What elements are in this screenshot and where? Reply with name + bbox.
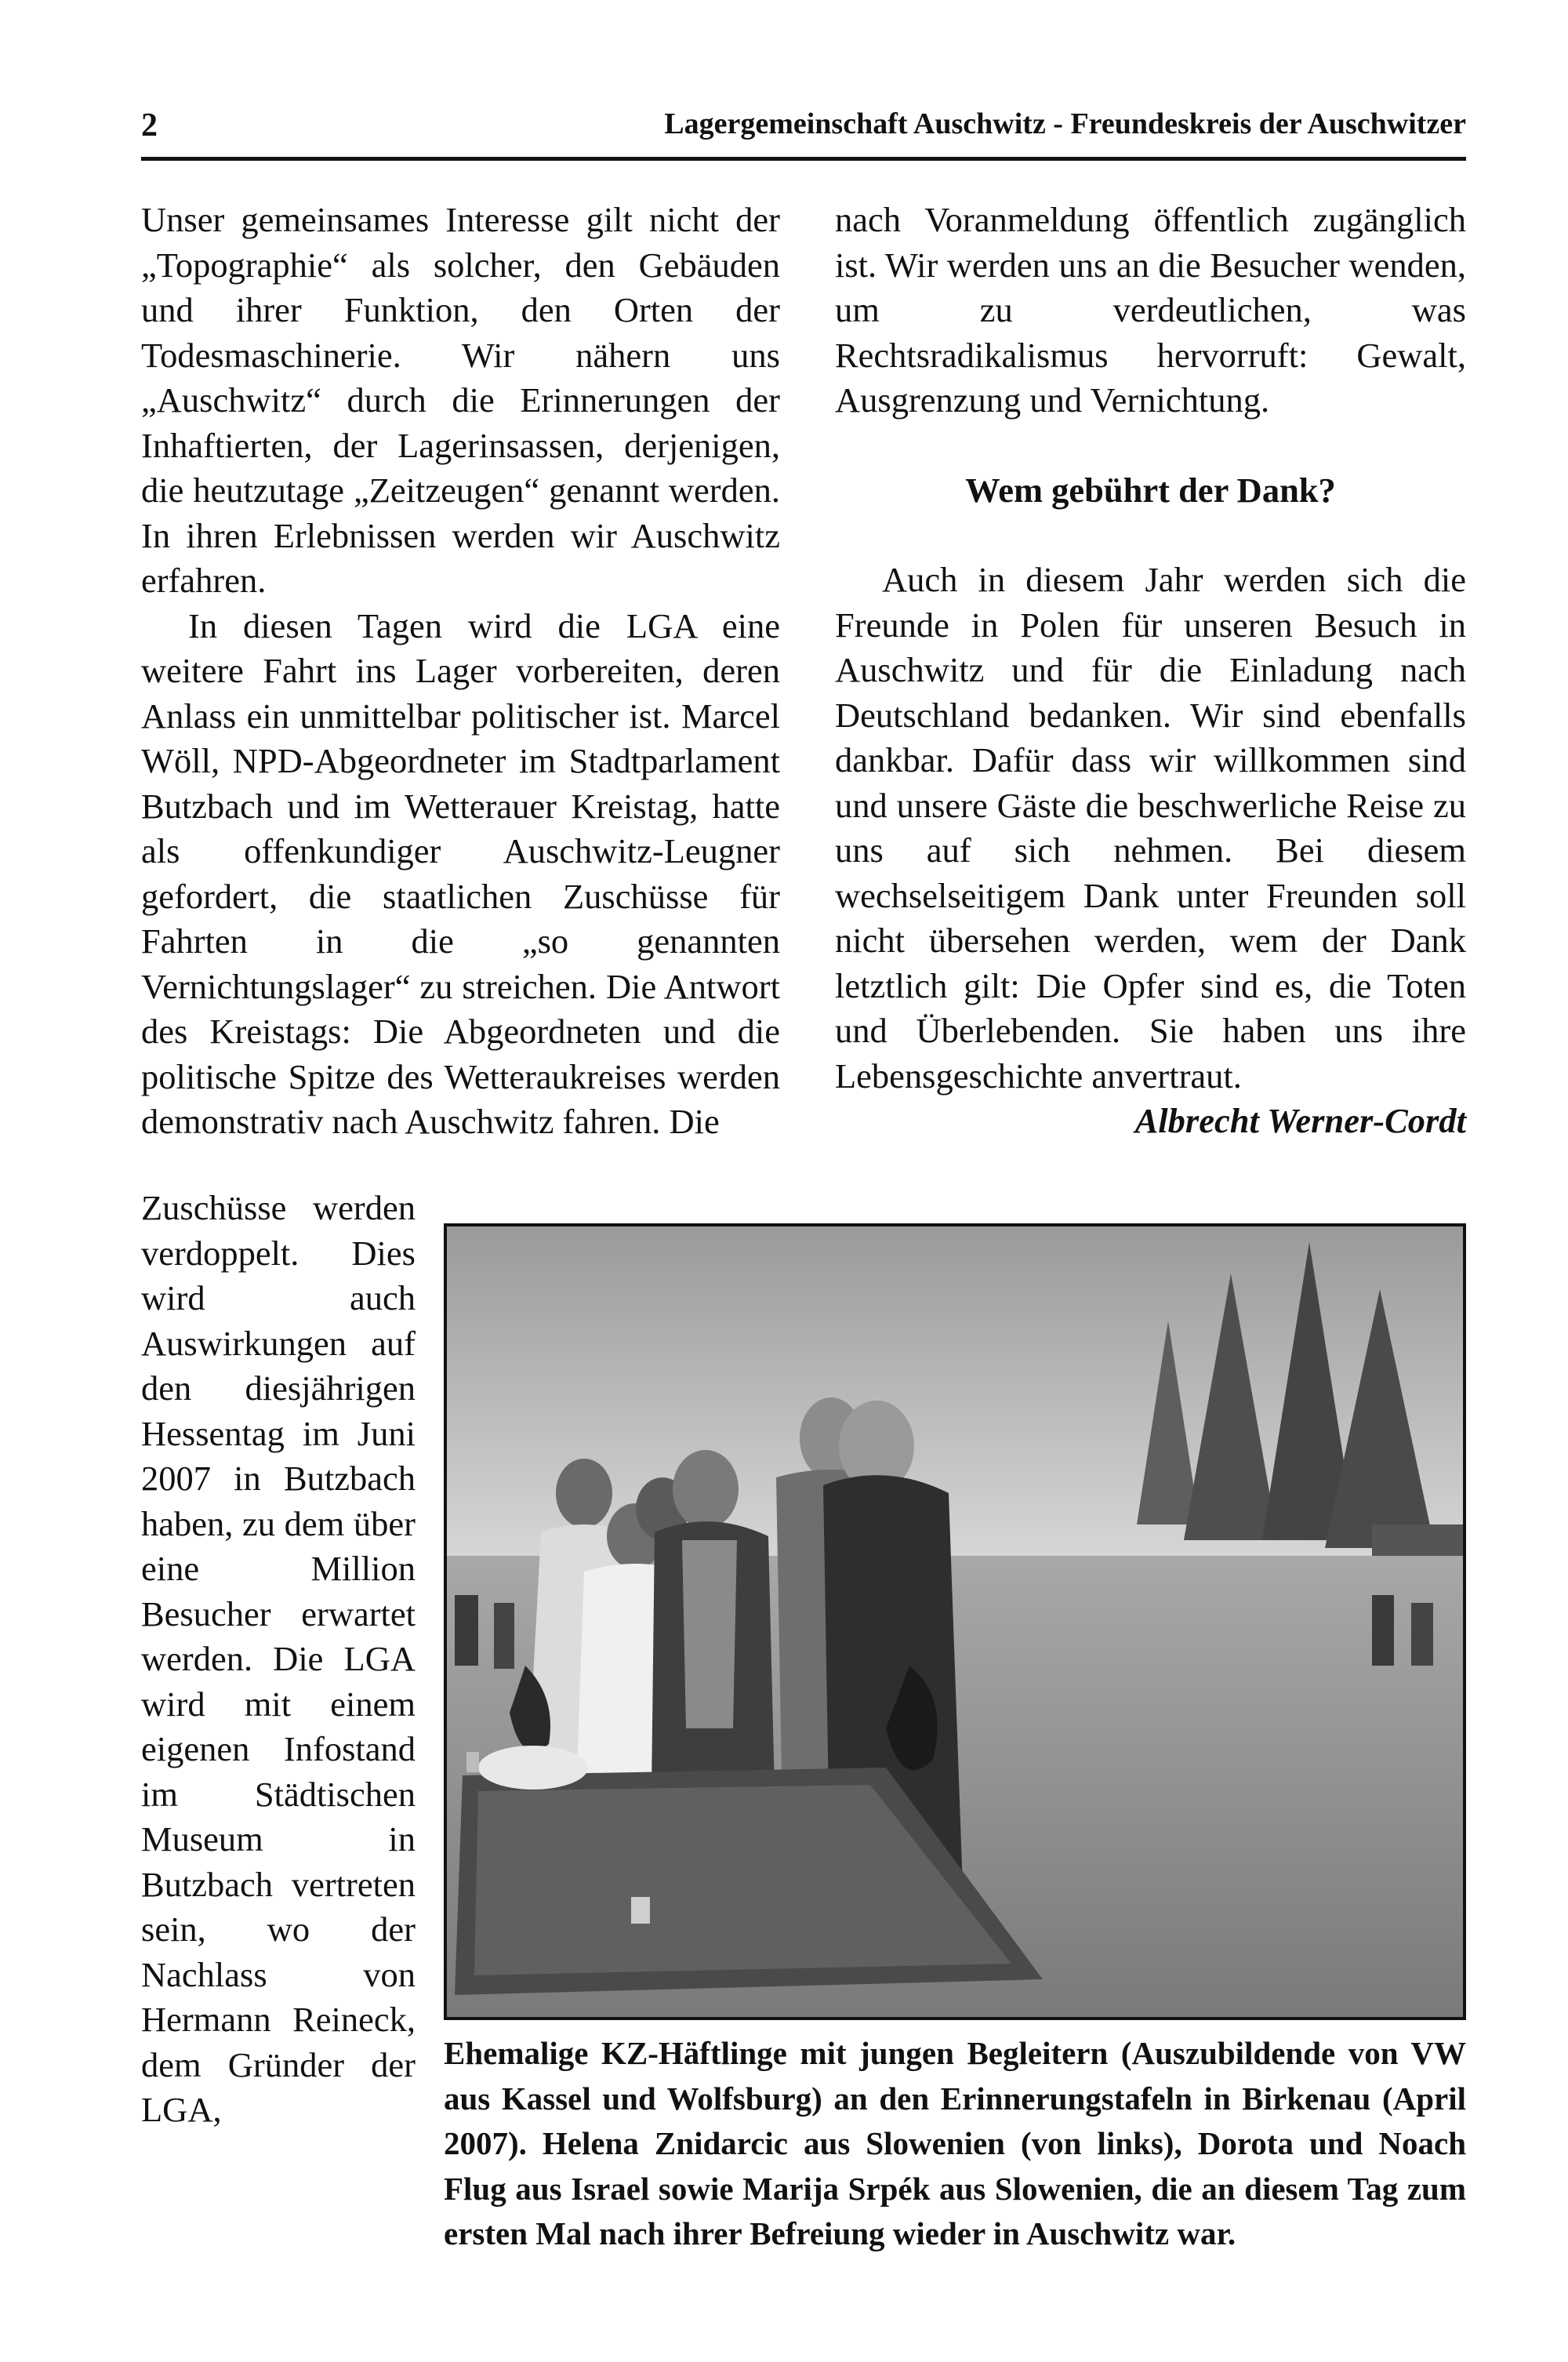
- author-signature: Albrecht Werner-Cordt: [1134, 1101, 1466, 1140]
- left-paragraph-2: In diesen Tagen wird die LGA eine weitere Fahrt ins Lager vorbereiten, deren Anlass ein unmittelbar politischer ist. Marcel Wöll, NPD-Abgeordneter im Stadtparlament Butzbach und im Wetterauer Kreistag, hatte als offenkundiger Auschwitz-Leugner gefordert, die staatlichen Zuschüsse für Fahrten in die „so genannten Vernichtungslager“ zu streichen. Die Antwort des Kreistags: Die Abgeordneten und die politische Spitze des Wetteraukreises werden demonstrativ nach Auschwitz fahren. Die: [141, 605, 780, 1141]
- section-heading: Wem gebührt der Dank?: [965, 470, 1336, 510]
- photo-illustration: [447, 1226, 1463, 2017]
- photo-caption: Ehemalige KZ-Häftlinge mit jungen Begleitern (Auszubildende von VW aus Kassel und Wolfsburg) an den Erinnerungstafeln in Birkenau (April 2007). Helena Znidarcic aus Slowenien (von links), Dorota und Noach Flug aus Israel sowie Marija Srpék aus Slowenien, die an diesem Tag zum ersten Mal nach ihrer Befreiung wieder in Auschwitz war.: [444, 2035, 1466, 2251]
- header-rule: [141, 157, 1466, 161]
- left-column: [141, 198, 780, 1145]
- right-paragraph-2: Auch in diesem Jahr werden sich die Freunde in Polen für unseren Besuch in Auschwitz und für die Einladung nach Deutschland bedanken. Wir sind ebenfalls dankbar. Dafür dass wir willkommen sind und unsere Gäste die beschwerliche Reise zu uns auf sich nehmen. Bei diesem wechselseitigem Dank unter Freunden soll nicht übersehen werden, wem der Dank letztlich gilt: Die Opfer sind es, die Toten und Überlebenden. Sie haben uns ihre Lebensgeschichte anvertraut.: [835, 560, 1466, 1096]
- left-paragraph-1: Unser gemeinsames Interesse gilt nicht der „Topographie“ als solcher, den Gebäuden und ihrer Funktion, den Orten der Todesmaschinerie. Wir nähern uns „Auschwitz“ durch die Erinnerungen der Inhaftierten, der Lagerinsassen, derjenigen, die heutzutage „Zeitzeugen“ genannt werden. In ihren Erlebnissen werden wir Auschwitz erfahren.: [141, 200, 780, 600]
- page-header: [141, 107, 1466, 154]
- right-column: [835, 198, 1466, 1144]
- memorial-photo: [444, 1223, 1466, 2020]
- running-title: Lagergemeinschaft Auschwitz - Freundeskreis der Auschwitzer: [664, 107, 1466, 140]
- page-number: 2: [141, 107, 158, 144]
- narrow-column: [141, 1186, 416, 2133]
- left-paragraph-2-continued: Zuschüsse werden verdoppelt. Dies wird auch Auswirkungen auf den diesjährigen Hessentag im Juni 2007 in Butzbach haben, zu dem über eine Million Besucher erwartet werden. Die LGA wird mit einem eigenen Infostand im Städtischen Museum in Butzbach vertreten sein, wo der Nachlass von Hermann Reineck, dem Gründer der LGA,: [141, 1188, 416, 2129]
- right-paragraph-1: nach Voranmeldung öffentlich zugänglich ist. Wir werden uns an die Besucher wenden, um zu verdeutlichen, was Rechtsradikalismus hervorruft: Gewalt, Ausgrenzung und Vernichtung.: [835, 200, 1466, 420]
